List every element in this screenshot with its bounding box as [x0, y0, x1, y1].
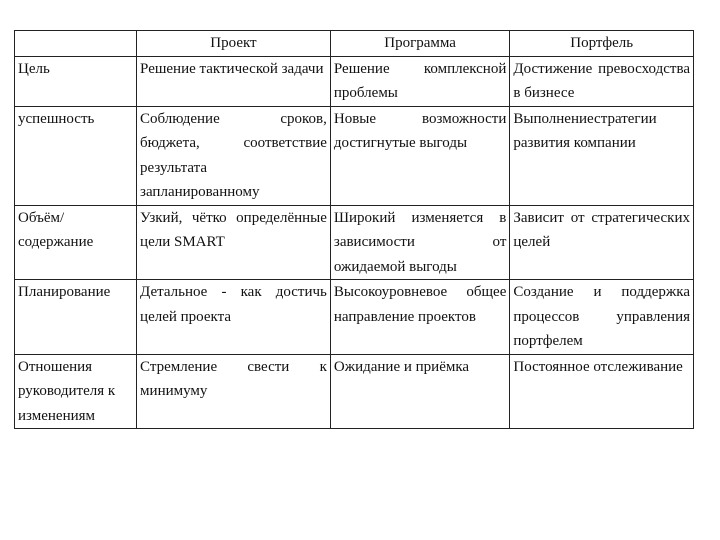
header-portfolio: Портфель [510, 31, 694, 57]
header-corner-cell [15, 31, 137, 57]
table-row [15, 56, 694, 106]
cell-project: Соблюдение сроков, бюджета, соответствие результата запланированному [137, 106, 331, 205]
row-label-success: успешность [15, 106, 137, 205]
cell-portfolio: Зависит от стратегических целей [510, 205, 694, 280]
cell-portfolio: Выполнениестратегии развития компании [510, 106, 694, 205]
header-row [15, 31, 694, 57]
cell-program: Широкий изменяется в зависимости от ожидаемой выгоды [330, 205, 509, 280]
cell-project: Узкий, чётко определённые цели SMART [137, 205, 331, 280]
cell-project: Решение тактической задачи [137, 56, 331, 106]
cell-project: Детальное - как достичь целей проекта [137, 280, 331, 355]
cell-project: Стремление свести к минимуму [137, 354, 331, 429]
table-row [15, 106, 694, 205]
row-label-goal: Цель [15, 56, 137, 106]
cell-program: Высокоуровневое общее направление проектов [330, 280, 509, 355]
cell-program: Решение комплексной проблемы [330, 56, 509, 106]
row-label-change-attitude: Отношения руководителя к изменениям [15, 354, 137, 429]
cell-portfolio: Создание и поддержка процессов управления портфелем [510, 280, 694, 355]
cell-program: Новые возможности достигнутые выгоды [330, 106, 509, 205]
header-project: Проект [137, 31, 331, 57]
cell-program: Ожидание и приёмка [330, 354, 509, 429]
row-label-scope: Объём/ содержание [15, 205, 137, 280]
table-row [15, 354, 694, 429]
header-program: Программа [330, 31, 509, 57]
cell-portfolio: Достижение превосходства в бизнесе [510, 56, 694, 106]
row-label-planning: Планирование [15, 280, 137, 355]
table-row [15, 280, 694, 355]
comparison-table-container [14, 30, 694, 429]
table-row [15, 205, 694, 280]
cell-portfolio: Постоянное отслеживание [510, 354, 694, 429]
comparison-table [14, 30, 694, 429]
